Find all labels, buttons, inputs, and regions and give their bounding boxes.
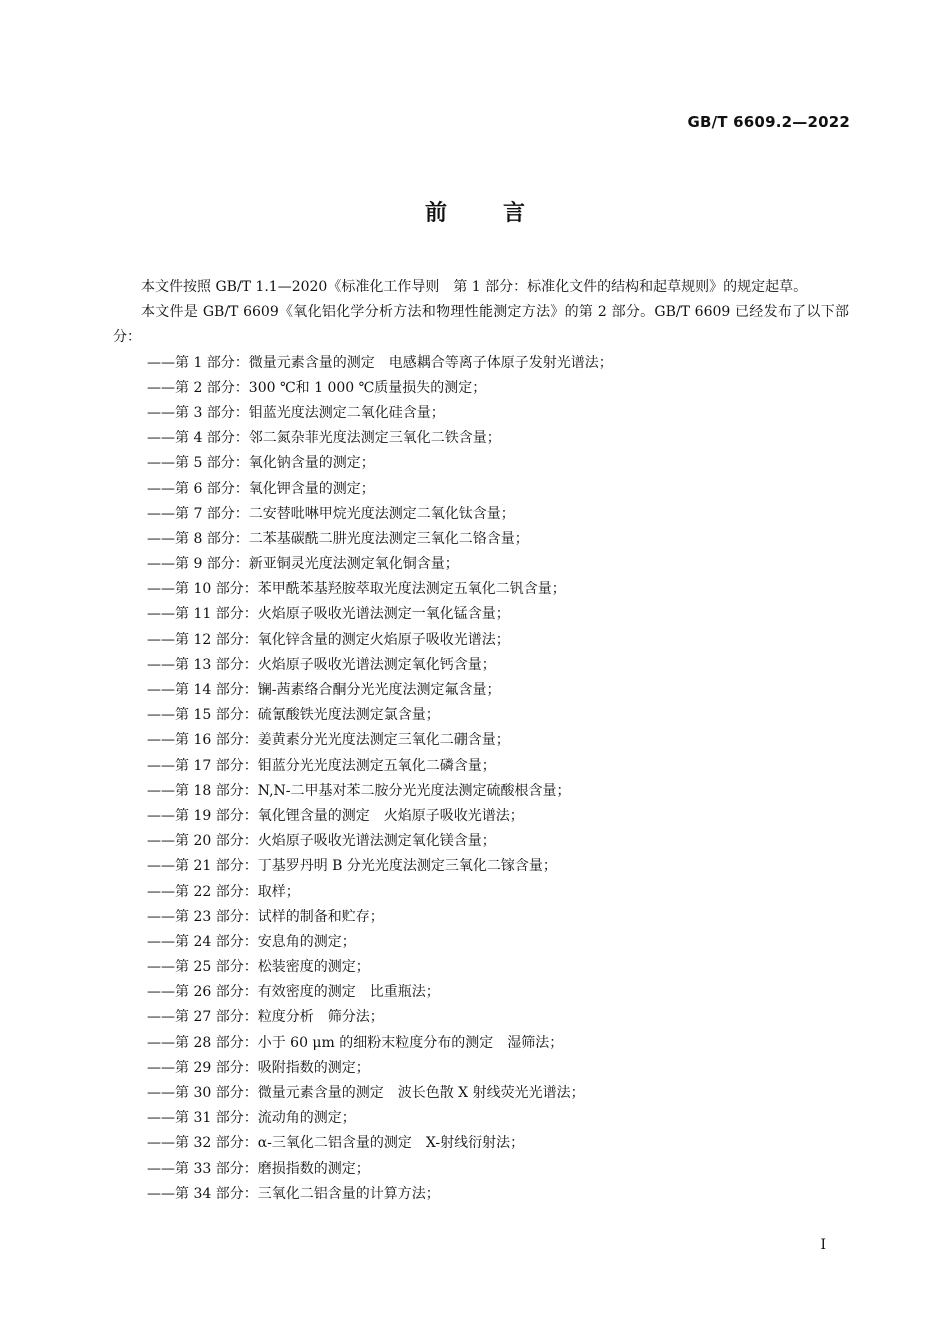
list-item: ——第 16 部分：姜黄素分光光度法测定三氧化二硼含量； [147,732,510,749]
list-item: ——第 21 部分：丁基罗丹明 B 分光光度法测定三氧化二镓含量； [147,858,557,875]
list-item: ——第 6 部分：氧化钾含量的测定； [147,480,375,497]
list-item: ——第 15 部分：硫氰酸铁光度法测定氯含量； [147,707,440,724]
list-item: ——第 14 部分：镧-茜素络合酮分光光度法测定氟含量； [147,682,501,699]
intro-paragraph: 本文件按照 GB/T 1.1—2020《标准化工作导则 第 1 部分：标准化文件的结构和起草规则》的规定起草。 [141,279,808,295]
foreword-body [113,275,849,1207]
list-item: ——第 3 部分：钼蓝光度法测定二氧化硅含量； [147,404,445,421]
list-item: ——第 32 部分：α-三氧化二铝含量的测定 X-射线衍射法； [147,1135,525,1152]
list-item: ——第 22 部分：取样； [147,883,300,900]
list-item: ——第 23 部分：试样的制备和贮存； [147,908,384,925]
list-item: ——第 13 部分：火焰原子吸收光谱法测定氧化钙含量； [147,656,496,673]
list-item: ——第 1 部分：微量元素含量的测定 电感耦合等离子体原子发射光谱法； [147,354,613,371]
list-item: ——第 19 部分：氧化锂含量的测定 火焰原子吸收光谱法； [147,807,524,824]
list-item: ——第 2 部分：300 ℃和 1 000 ℃质量损失的测定； [147,379,487,396]
list-item: ——第 28 部分：小于 60 μm 的细粉末粒度分布的测定 湿筛法； [147,1034,564,1051]
parts-list [113,351,849,1207]
list-item: ——第 24 部分：安息角的测定； [147,933,356,950]
page-number: I [820,1237,826,1253]
list-item: ——第 12 部分：氧化锌含量的测定火焰原子吸收光谱法； [147,631,510,648]
list-item: ——第 8 部分：二苯基碳酰二肼光度法测定三氧化二铬含量； [147,530,529,547]
list-item: ——第 17 部分：钼蓝分光光度法测定五氧化二磷含量； [147,757,496,774]
list-item: ——第 10 部分：苯甲酰苯基羟胺萃取光度法测定五氧化二钒含量； [147,581,566,598]
list-item: ——第 4 部分：邻二氮杂菲光度法测定三氧化二铁含量； [147,430,501,447]
list-item: ——第 20 部分：火焰原子吸收光谱法测定氧化镁含量； [147,833,496,850]
list-item: ——第 9 部分：新亚铜灵光度法测定氧化铜含量； [147,556,459,573]
document-number: GB/T 6609.2—2022 [687,113,850,131]
list-item: ——第 34 部分：三氧化二铝含量的计算方法； [147,1185,440,1202]
list-item: ——第 26 部分：有效密度的测定 比重瓶法； [147,984,440,1001]
list-item: ——第 11 部分：火焰原子吸收光谱法测定一氧化锰含量； [147,606,510,623]
page-title: 前言 [424,201,581,226]
list-item: ——第 29 部分：吸附指数的测定； [147,1059,370,1076]
list-item: ——第 7 部分：二安替吡啉甲烷光度法测定二氧化钛含量； [147,505,515,522]
list-item: ——第 27 部分：粒度分析 筛分法； [147,1009,384,1026]
list-item: ——第 33 部分：磨损指数的测定； [147,1160,370,1177]
list-item: ——第 30 部分：微量元素含量的测定 波长色散 X 射线荧光光谱法； [147,1085,585,1102]
list-item: ——第 5 部分：氧化钠含量的测定； [147,455,375,472]
list-item: ——第 31 部分：流动角的测定； [147,1110,356,1127]
list-item: ——第 25 部分：松装密度的测定； [147,959,370,976]
list-item: ——第 18 部分：N,N-二甲基对苯二胺分光光度法测定硫酸根含量； [147,782,571,799]
series-paragraph: 本文件是 GB/T 6609《氧化铝化学分析方法和物理性能测定方法》的第 2 部分。GB/T 6609 已经发布了以下部分： [113,304,849,346]
